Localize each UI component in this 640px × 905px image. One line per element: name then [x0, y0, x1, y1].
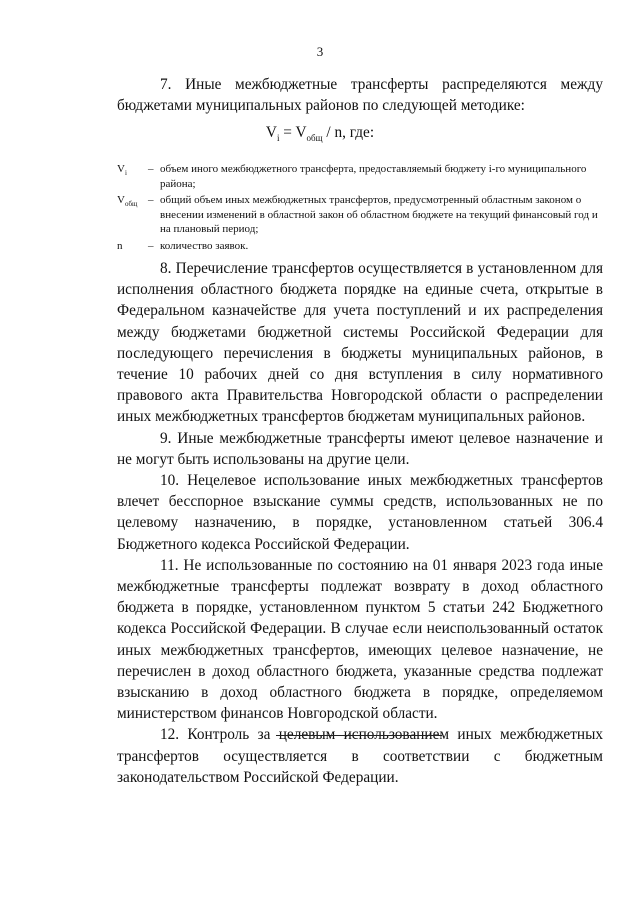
definition-dash: –: [148, 163, 154, 175]
definition-text: общий объем иных межбюджетных трансфертов, предусмотренный областным законом о внесении изменений в областной закон об областном бюджете на текущий финансовый год и на плановый период;: [160, 194, 598, 236]
formula-rest: / n, где:: [322, 124, 375, 141]
paragraph-7-block: [117, 74, 603, 116]
paragraph-11: 11. Не использованные по состоянию на 01 января 2023 года иные межбюджетные трансферты подлежат возврату в доход областного бюджета в порядке, установленном пунктом 5 статьи 242 Бюджетного кодекса Российской Федерации. В случае если неиспользованный остаток иных межбюджетных трансфертов, имеющих целевое назначение, не перечислен в доход областного бюджета, указанные средства подлежат взысканию в доход областного бюджета в порядке, определяемом министерством финансов Новгородской области.: [117, 556, 603, 723]
definition-symbol: $V_{общ}$: [117, 194, 138, 209]
formula: [0, 124, 640, 143]
definitions-list: [117, 162, 607, 260]
definition-dash: –: [148, 194, 154, 207]
paragraph-9: 9. Иные межбюджетные трансферты имеют целевое назначение и не могут быть использованы на другие цели.: [117, 429, 603, 468]
definition-row: [117, 193, 607, 237]
definition-dash: –: [148, 239, 154, 252]
formula-eq: = V: [279, 124, 307, 141]
definition-row: [117, 162, 607, 191]
definition-row: [117, 239, 607, 258]
closing-rule: [276, 735, 442, 736]
formula-lhs: V: [265, 124, 277, 141]
page-number: 3: [316, 44, 324, 59]
paragraph-10: 10. Нецелевое использование иных межбюджетных трансфертов влечет бесспорное взыскание суммы средств, использованных не по целевому назначению, в порядке, установленном статьей 306.4 Бюджетного кодекса Российской Федерации.: [117, 472, 603, 553]
definition-symbol: $V_i$: [117, 163, 127, 178]
definition-text: объем иного межбюджетного трансферта, предоставляемый бюджету i-го муниципального района;: [160, 163, 587, 190]
paragraph-12: 12. Контроль за целевым использованием иных межбюджетных трансфертов осуществляется в соответствии с бюджетным законодательством Российской Федерации.: [117, 726, 603, 786]
definition-text: количество заявок.: [160, 239, 249, 252]
definition-symbol: n: [117, 239, 123, 252]
formula-rhs-sub: общ: [306, 133, 323, 144]
paragraph-7: 7. Иные межбюджетные трансферты распределяются между бюджетами муниципальных районов по следующей методике:: [117, 76, 603, 115]
paragraph-8: 8. Перечисление трансфертов осуществляется в установленном для исполнения областного бюджета порядке на единые счета, открытые в Федеральном казначействе для учета поступлений и их распределения между бюджетами бюджетной системы Российской Федерации для последующего перечисления в бюджеты муниципальных районов, в течение 10 рабочих дней со дня вступления в силу нормативного правового акта Правительства Новгородской области о распределении иных межбюджетных трансфертов бюджетам муниципальных районов.: [117, 260, 603, 426]
formula-lhs-sub: i: [276, 133, 280, 144]
paragraphs-block: [117, 258, 603, 788]
